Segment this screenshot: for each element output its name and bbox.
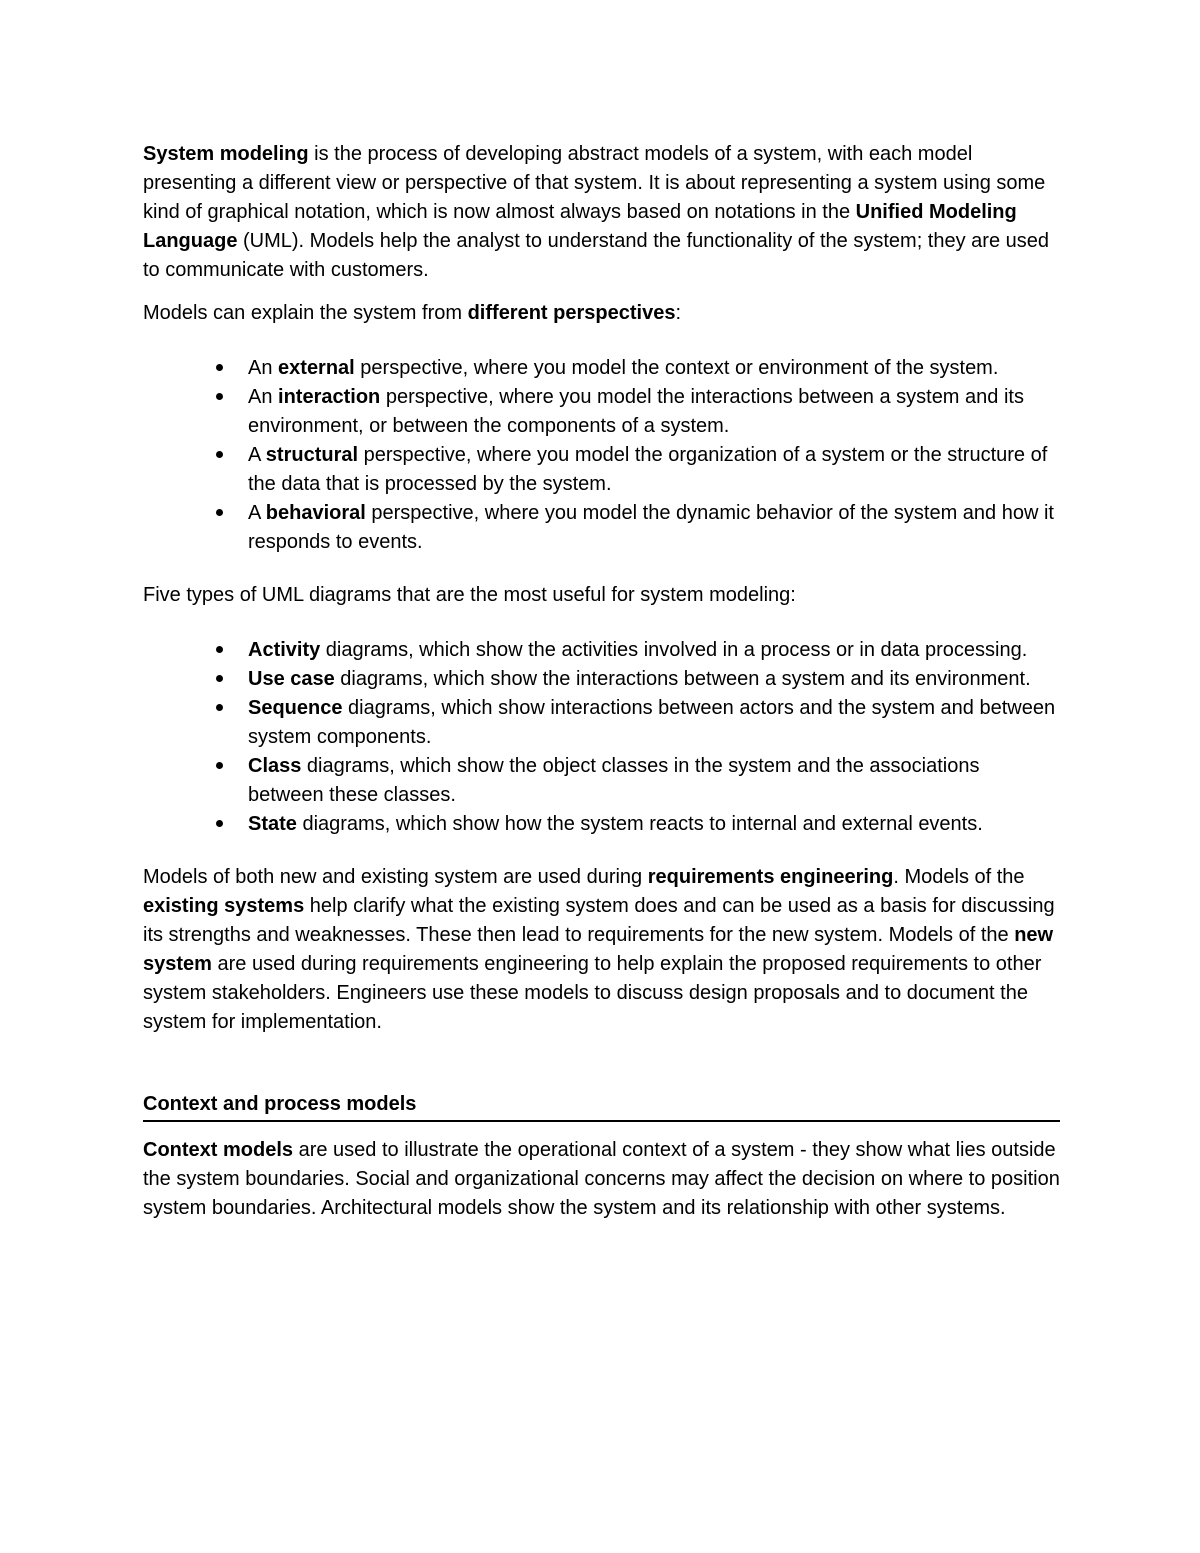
intro-paragraph: System modeling is the process of developing abstract models of a system, with each model presenting a different view or perspective of that system. It is about representing a system using some kind of graphical notation, which is now almost always based on notations in the Unified Modeling Language (UML). Models help the analyst to understand the functionality of the system; they are used to communicate with customers. [143, 143, 1049, 281]
uml-types-list [143, 636, 1060, 839]
perspectives-intro: Models can explain the system from different perspectives: [143, 302, 682, 324]
list-item: Activity diagrams, which show the activities involved in a process or in data processing. [248, 636, 1060, 665]
context-paragraph: Context models are used to illustrate the operational context of a system - they show what lies outside the system boundaries. Social and organizational concerns may affect the decision on where to position system boundaries. Architectural models show the system and its relationship with other systems. [143, 1139, 1060, 1219]
term-system-modeling: System modeling [143, 143, 309, 165]
section-heading: Context and process models [143, 1089, 1060, 1122]
list-item: An interaction perspective, where you model the interactions between a system and its environment, or between the components of a system. [248, 383, 1060, 441]
requirements-paragraph: Models of both new and existing system are used during requirements engineering. Models of the existing systems help clarify what the existing system does and can be used as a basis for discussing its strengths and weaknesses. These then lead to requirements for the new system. Models of the new system are used during requirements engineering to help explain the proposed requirements to other system stakeholders. Engineers use these models to discuss design proposals and to document the system for implementation. [143, 866, 1055, 1033]
list-item: State diagrams, which show how the system reacts to internal and external events. [248, 810, 1060, 839]
list-item: Sequence diagrams, which show interactions between actors and the system and between system components. [248, 694, 1060, 752]
list-item: An external perspective, where you model the context or environment of the system. [248, 354, 1060, 383]
term-uml: Unified Modeling Language [143, 201, 1017, 252]
list-item: A structural perspective, where you model the organization of a system or the structure of the data that is processed by the system. [248, 441, 1060, 499]
uml-intro: Five types of UML diagrams that are the most useful for system modeling: [143, 584, 796, 606]
perspectives-list [143, 354, 1060, 557]
list-item: Use case diagrams, which show the interactions between a system and its environment. [248, 665, 1060, 694]
list-item: A behavioral perspective, where you model the dynamic behavior of the system and how it responds to events. [248, 499, 1060, 557]
list-item: Class diagrams, which show the object classes in the system and the associations between these classes. [248, 752, 1060, 810]
